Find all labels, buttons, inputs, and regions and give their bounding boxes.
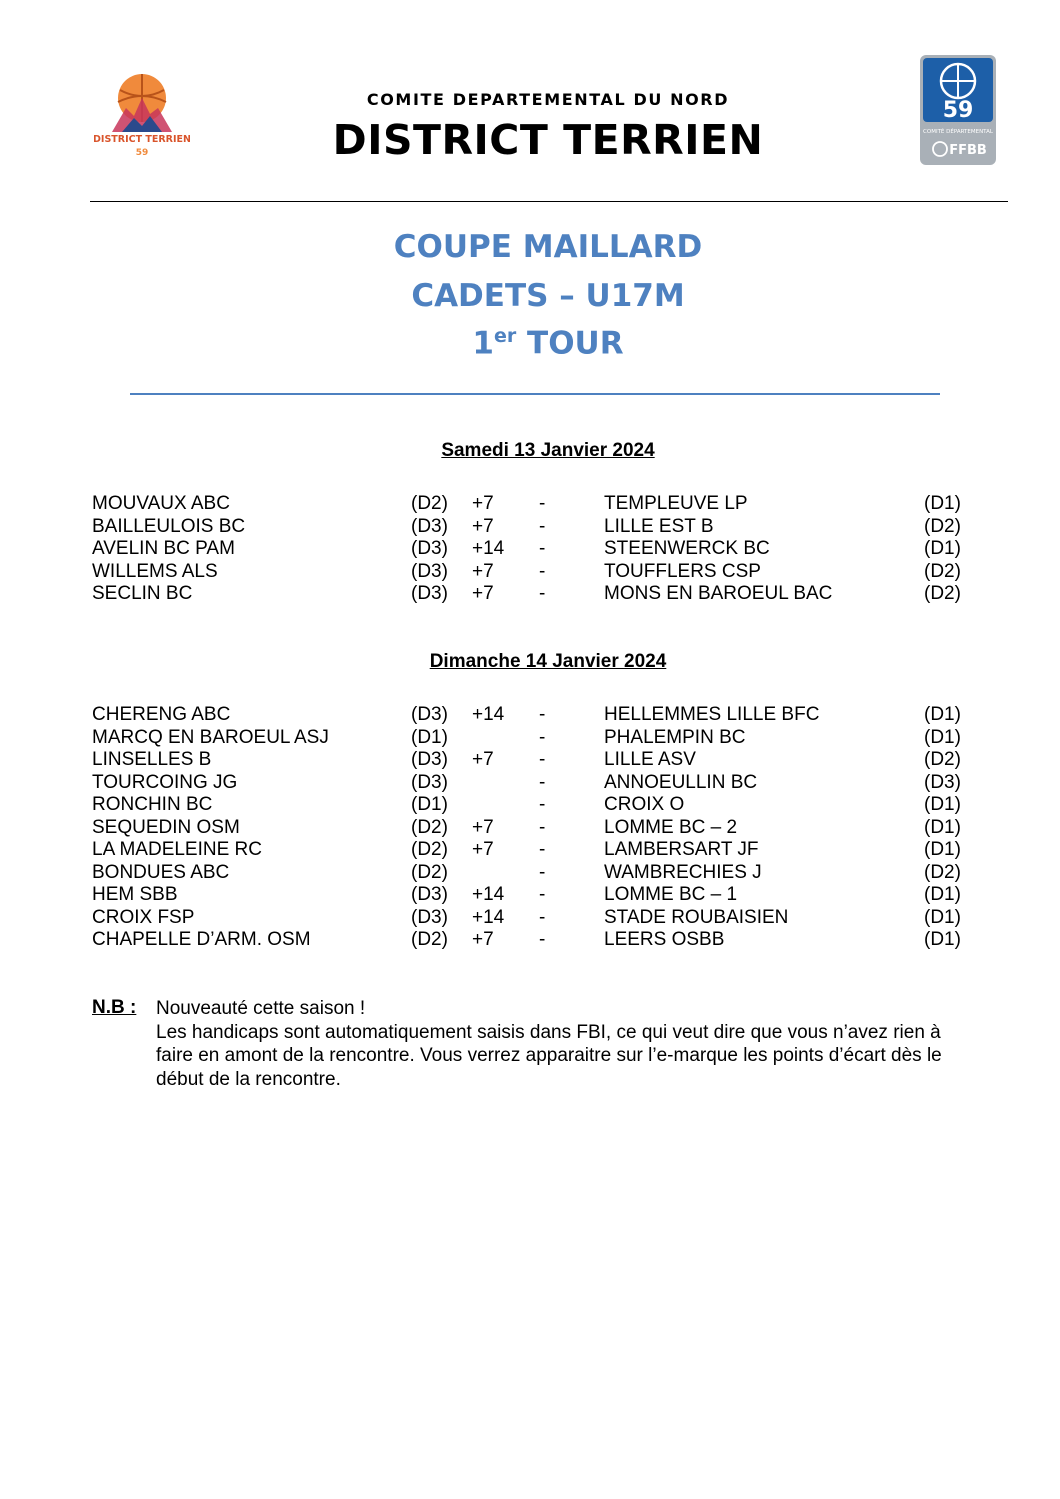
handicap: +14 — [472, 704, 505, 725]
away-division: (D2) — [924, 583, 961, 604]
versus-separator: - — [539, 583, 546, 604]
match-row — [0, 884, 1060, 907]
home-team: SECLIN BC — [92, 583, 193, 604]
away-division: (D1) — [924, 929, 961, 950]
away-division: (D2) — [924, 861, 961, 883]
match-row — [0, 839, 1060, 862]
match-row — [0, 493, 1060, 516]
header-divider — [90, 201, 1008, 202]
versus-separator: - — [539, 884, 546, 905]
handicap: +7 — [472, 816, 494, 838]
home-division: (D3) — [411, 538, 448, 559]
handicap: +14 — [472, 538, 505, 559]
away-division: (D1) — [924, 538, 961, 559]
round-number: 1 — [472, 325, 494, 362]
match-row — [0, 929, 1060, 952]
away-team: LILLE EST B — [604, 515, 714, 537]
handicap: +7 — [472, 560, 494, 582]
home-team: CHAPELLE D’ARM. OSM — [92, 929, 311, 950]
versus-separator: - — [539, 704, 546, 725]
away-team: LOMME BC – 1 — [604, 884, 738, 905]
home-team: LA MADELEINE RC — [92, 839, 262, 860]
home-team: WILLEMS ALS — [92, 560, 218, 582]
match-row — [0, 583, 1060, 606]
versus-separator: - — [539, 749, 546, 770]
match-list-saturday — [0, 493, 1060, 606]
competition-category: CADETS – U17M — [411, 278, 685, 314]
handicap: +7 — [472, 839, 494, 860]
note-line: début de la rencontre. — [156, 1068, 341, 1090]
match-row — [0, 516, 1060, 539]
handicap: +7 — [472, 493, 494, 514]
handicap: +14 — [472, 906, 505, 928]
home-division: (D3) — [411, 704, 448, 725]
round-suffix: er — [493, 325, 517, 347]
away-division: (D2) — [924, 515, 961, 537]
away-division: (D1) — [924, 816, 961, 838]
home-division: (D3) — [411, 560, 448, 582]
home-division: (D1) — [411, 726, 448, 748]
away-division: (D1) — [924, 493, 961, 514]
home-division: (D3) — [411, 771, 448, 793]
home-division: (D2) — [411, 816, 448, 838]
day-heading-sunday: Dimanche 14 Janvier 2024 — [429, 651, 667, 672]
district-terrien-logo-text: DISTRICT TERRIEN — [94, 134, 190, 145]
away-team: MONS EN BAROEUL BAC — [604, 583, 833, 604]
home-team: CHERENG ABC — [92, 704, 231, 725]
home-team: BAILLEULOIS BC — [92, 515, 246, 537]
note-label: N.B : — [92, 997, 137, 1018]
handicap: +7 — [472, 749, 494, 770]
away-team: LAMBERSART JF — [604, 839, 759, 860]
note-line: faire en amont de la rencontre. Vous verrez apparaitre sur l’e-marque les points d’écart dès le — [156, 1045, 942, 1066]
home-division: (D2) — [411, 839, 448, 860]
away-team: PHALEMPIN BC — [604, 726, 746, 748]
note-line: Nouveauté cette saison ! — [156, 998, 366, 1019]
away-team: LILLE ASV — [604, 749, 696, 770]
home-division: (D1) — [411, 794, 448, 815]
day-heading-saturday: Samedi 13 Janvier 2024 — [441, 440, 655, 461]
handicap: +14 — [472, 884, 505, 905]
ffbb-logo-number: 59 — [942, 98, 974, 123]
away-team: HELLEMMES LILLE BFC — [604, 704, 820, 725]
home-division: (D3) — [411, 884, 448, 905]
away-division: (D1) — [924, 906, 961, 928]
match-row — [0, 538, 1060, 561]
away-team: ANNOEULLIN BC — [604, 771, 758, 793]
title-divider — [130, 393, 940, 395]
home-team: MOUVAUX ABC — [92, 493, 230, 514]
home-division: (D3) — [411, 906, 448, 928]
match-row — [0, 907, 1060, 930]
versus-separator: - — [539, 726, 546, 748]
versus-separator: - — [539, 816, 546, 838]
home-team: TOURCOING JG — [92, 771, 238, 793]
home-team: BONDUES ABC — [92, 861, 230, 883]
away-team: LEERS OSBB — [604, 929, 725, 950]
versus-separator: - — [539, 538, 546, 559]
match-row — [0, 772, 1060, 795]
home-division: (D3) — [411, 583, 448, 604]
match-row — [0, 862, 1060, 885]
away-division: (D1) — [924, 726, 961, 748]
versus-separator: - — [539, 906, 546, 928]
away-division: (D1) — [924, 794, 961, 815]
match-row — [0, 727, 1060, 750]
match-row — [0, 749, 1060, 772]
away-team: WAMBRECHIES J — [604, 861, 762, 883]
away-division: (D2) — [924, 749, 961, 770]
away-division: (D1) — [924, 839, 961, 860]
match-row — [0, 817, 1060, 840]
ffbb-logo-caption: COMITÉ DÉPARTEMENTAL — [923, 129, 993, 135]
versus-separator: - — [539, 560, 546, 582]
header-title: DISTRICT TERRIEN — [332, 116, 764, 164]
versus-separator: - — [539, 929, 546, 950]
away-team: STADE ROUBAISIEN — [604, 906, 789, 928]
home-team: LINSELLES B — [92, 749, 212, 770]
away-team: TEMPLEUVE LP — [604, 493, 748, 514]
handicap: +7 — [472, 515, 494, 537]
away-team: CROIX O — [604, 794, 685, 815]
note-text — [156, 997, 976, 1091]
away-division: (D1) — [924, 704, 961, 725]
header-subtitle: COMITE DEPARTEMENTAL DU NORD — [366, 90, 730, 109]
home-team: MARCQ EN BAROEUL ASJ — [92, 726, 329, 748]
home-team: RONCHIN BC — [92, 794, 213, 815]
ffbb-logo-brand: FFBB — [949, 143, 987, 158]
match-row — [0, 794, 1060, 817]
home-division: (D2) — [411, 861, 448, 883]
handicap: +7 — [472, 929, 494, 950]
competition-title: COUPE MAILLARD — [393, 229, 703, 265]
away-team: LOMME BC – 2 — [604, 816, 738, 838]
home-team: CROIX FSP — [92, 906, 195, 928]
note-line: Les handicaps sont automatiquement saisis dans FBI, ce qui veut dire que vous n’avez rien à — [156, 1021, 941, 1043]
versus-separator: - — [539, 794, 546, 815]
versus-separator: - — [539, 515, 546, 537]
handicap: +7 — [472, 583, 494, 604]
competition-round — [0, 325, 1060, 361]
versus-separator: - — [539, 493, 546, 514]
away-division: (D1) — [924, 884, 961, 905]
home-division: (D2) — [411, 493, 448, 514]
match-row — [0, 561, 1060, 584]
versus-separator: - — [539, 839, 546, 860]
home-team: AVELIN BC PAM — [92, 538, 235, 559]
home-division: (D3) — [411, 749, 448, 770]
home-division: (D3) — [411, 515, 448, 537]
versus-separator: - — [539, 861, 546, 883]
district-terrien-logo-number: 59 — [135, 148, 149, 158]
match-row — [0, 704, 1060, 727]
round-label: TOUR — [516, 325, 624, 362]
away-team: TOUFFLERS CSP — [604, 560, 761, 582]
away-division: (D2) — [924, 560, 961, 582]
home-team: HEM SBB — [92, 884, 178, 905]
home-division: (D2) — [411, 929, 448, 950]
away-division: (D3) — [924, 771, 961, 793]
versus-separator: - — [539, 771, 546, 793]
match-list-sunday — [0, 704, 1060, 952]
home-team: SEQUEDIN OSM — [92, 816, 240, 838]
away-team: STEENWERCK BC — [604, 538, 770, 559]
